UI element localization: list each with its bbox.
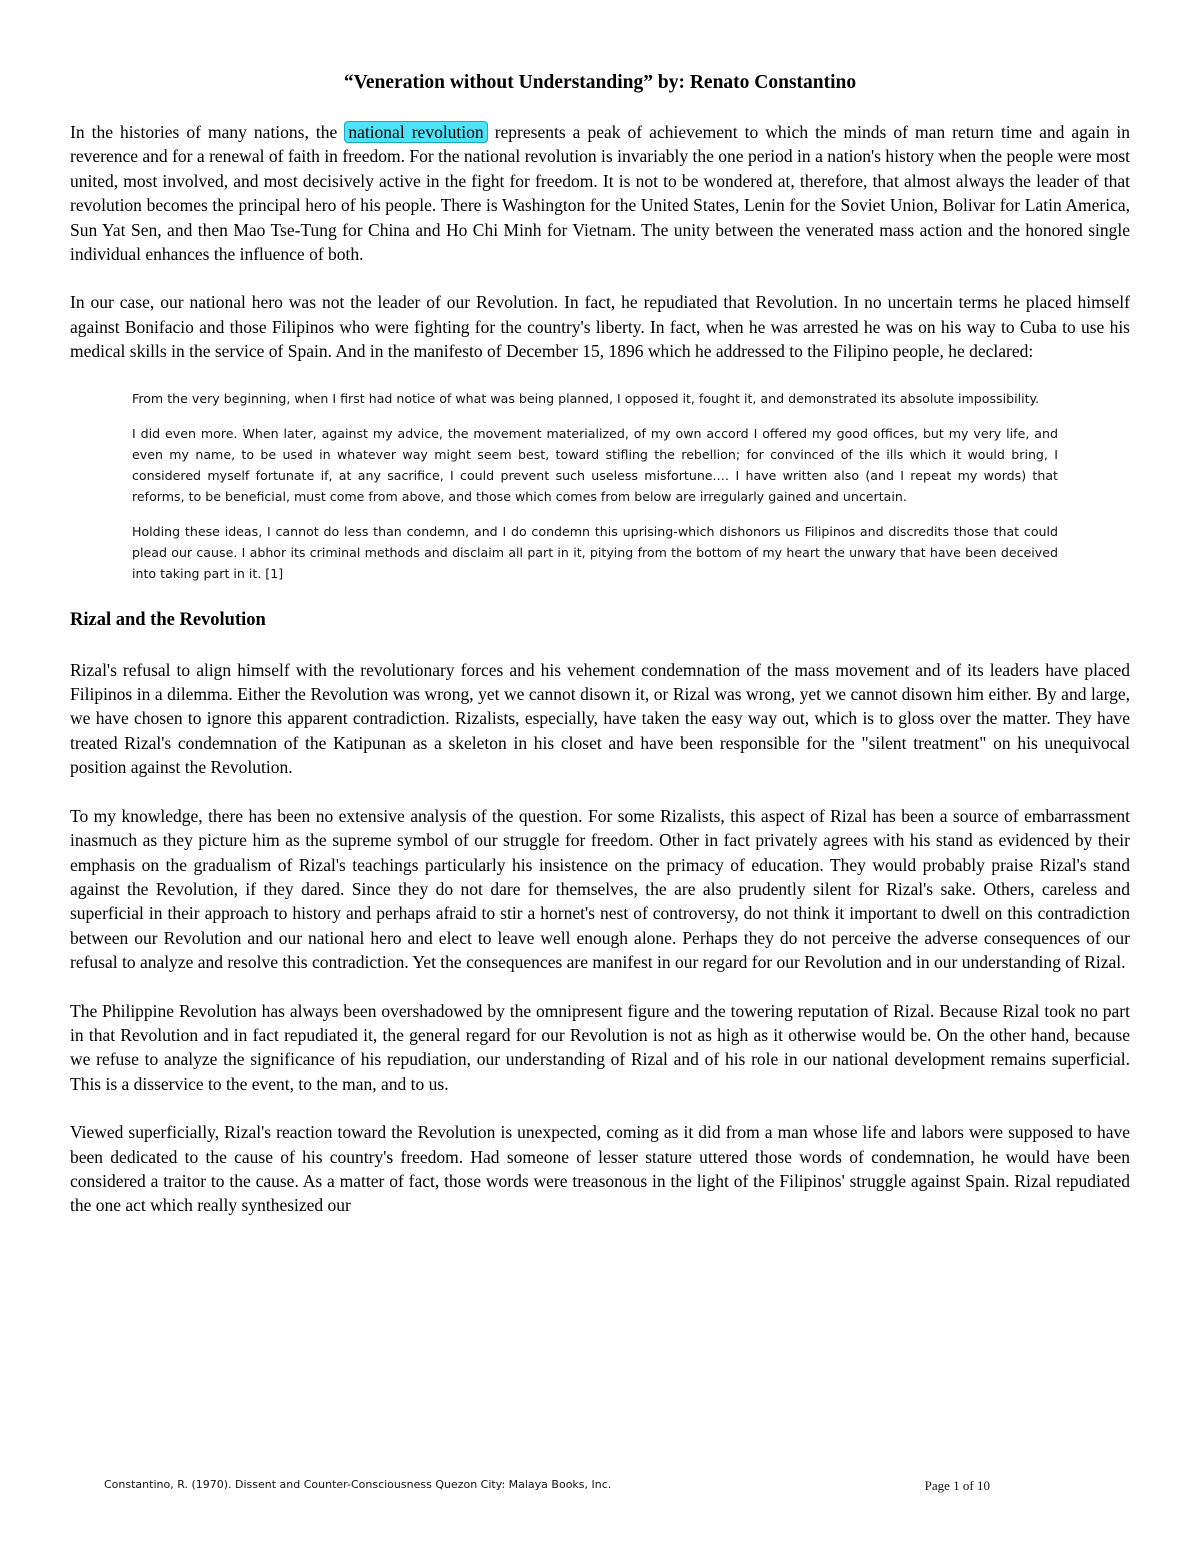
paragraph-6: Viewed superficially, Rizal's reaction toward the Revolution is unexpected, coming as it did from a man whose life and labors were supposed to have been dedicated to the cause of his country's freedom. Had someone of lesser stature uttered those words of condemnation, he would have been considered a traitor to the cause. As a matter of fact, those words were treasonous in the light of the Filipinos' struggle against Spain. Rizal repudiated the one act which really synthesized our (70, 1122, 1130, 1216)
document-page (70, 70, 1130, 1242)
section-heading: Rizal and the Revolution (70, 609, 266, 630)
footer-citation: Constantino, R. (1970). Dissent and Counter-Consciousness Quezon City: Malaya Books, Inc. (104, 1478, 612, 1491)
page-footer (104, 1478, 990, 1494)
document-title: “Veneration without Understanding” by: Renato Constantino (343, 72, 857, 93)
paragraph-5: The Philippine Revolution has always been overshadowed by the omnipresent figure and the towering reputation of Rizal. Because Rizal took no part in that Revolution and in fact repudiated it, the general regard for our Revolution is not as high as it otherwise would be. On the other hand, because we refuse to analyze the significance of his repudiation, our understanding of Rizal and of his role in our national development remains superficial. This is a disservice to the event, to the man, and to us. (70, 1000, 1130, 1094)
paragraph-1 (70, 120, 1130, 266)
paragraph-1-rest: represents a peak of achievement to which the minds of man return time and again in reverence and for a renewal of faith in freedom. For the national revolution is invariably the one period in a nation's history when the people were most united, most involved, and most decisively active in the fight for freedom. It is not to be wondered at, therefore, that almost always the leader of that revolution becomes the principal hero of his people. There is Washington for the United States, Lenin for the Soviet Union, Bolivar for Latin America, Sun Yat Sen, and then Mao Tse-Tung for China and Ho Chi Minh for Vietnam. The unity between the venerated mass action and the honored single individual enhances the influence of both. (70, 122, 1130, 265)
quote-paragraph-1: From the very beginning, when I first had notice of what was being planned, I opposed it, fought it, and demonstrated its absolute impossibility. (132, 390, 1040, 406)
block-quote (70, 388, 1130, 584)
highlighted-text[interactable]: national revolution (344, 121, 487, 143)
page-number: Page 1 of 10 (924, 1478, 990, 1493)
paragraph-3: Rizal's refusal to align himself with the revolutionary forces and his vehement condemnation of the mass movement and of its leaders have placed Filipinos in a dilemma. Either the Revolution was wrong, yet we cannot disown it, or Rizal was wrong, yet we cannot disown him either. By and large, we have chosen to ignore this apparent contradiction. Rizalists, especially, have taken the easy way out, which is to gloss over the matter. They have treated Rizal's condemnation of the Katipunan as a skeleton in his closet and have been responsible for the "silent treatment" on his unequivocal position against the Revolution. (70, 659, 1130, 778)
paragraph-4: To my knowledge, there has been no extensive analysis of the question. For some Rizalists, this aspect of Rizal has been a source of embarrassment inasmuch as they picture him as the supreme symbol of our struggle for freedom. Other in fact privately agrees with his stand as evidenced by their emphasis on the gradualism of Rizal's teachings particularly his insistence on the primacy of education. They would probably praise Rizal's stand against the Revolution, if they dared. Since they do not dare for themselves, the are also prudently silent for Rizal's sake. Others, careless and superficial in their approach to history and perhaps afraid to stir a hornet's nest of controversy, do not think it important to dwell on this contradiction between our Revolution and our national hero and elect to leave well enough alone. Perhaps they do not perceive the adverse consequences of our refusal to analyze and resolve this contradiction. Yet the consequences are manifest in our regard for our Revolution and in our understanding of Rizal. (70, 805, 1130, 973)
quote-paragraph-2: I did even more. When later, against my advice, the movement materialized, of my own accord I offered my good offices, but my very life, and even my name, to be used in whatever way might seem best, toward stifling the rebellion; for convinced of the ills which it would bring, I considered myself fortunate if, at any sacrifice, I could prevent such useless misfortune.… I have written also (and I repeat my words) that reforms, to be beneficial, must come from above, and those which comes from below are irregularly gained and uncertain. (132, 425, 1058, 504)
quote-paragraph-3: Holding these ideas, I cannot do less than condemn, and I do condemn this uprising-which dishonors us Filipinos and discredits those that could plead our cause. I abhor its criminal methods and disclaim all part in it, pitying from the bottom of my heart the unwary that have been deceived into taking part in it. [1] (132, 523, 1058, 581)
paragraph-1-start: In the histories of many nations, the (70, 122, 345, 142)
paragraph-2: In our case, our national hero was not the leader of our Revolution. In fact, he repudiated that Revolution. In no uncertain terms he placed himself against Bonifacio and those Filipinos who were fighting for the country's liberty. In fact, when he was arrested he was on his way to Cuba to use his medical skills in the service of Spain. And in the manifesto of December 15, 1896 which he addressed to the Filipino people, he declared: (70, 292, 1130, 362)
